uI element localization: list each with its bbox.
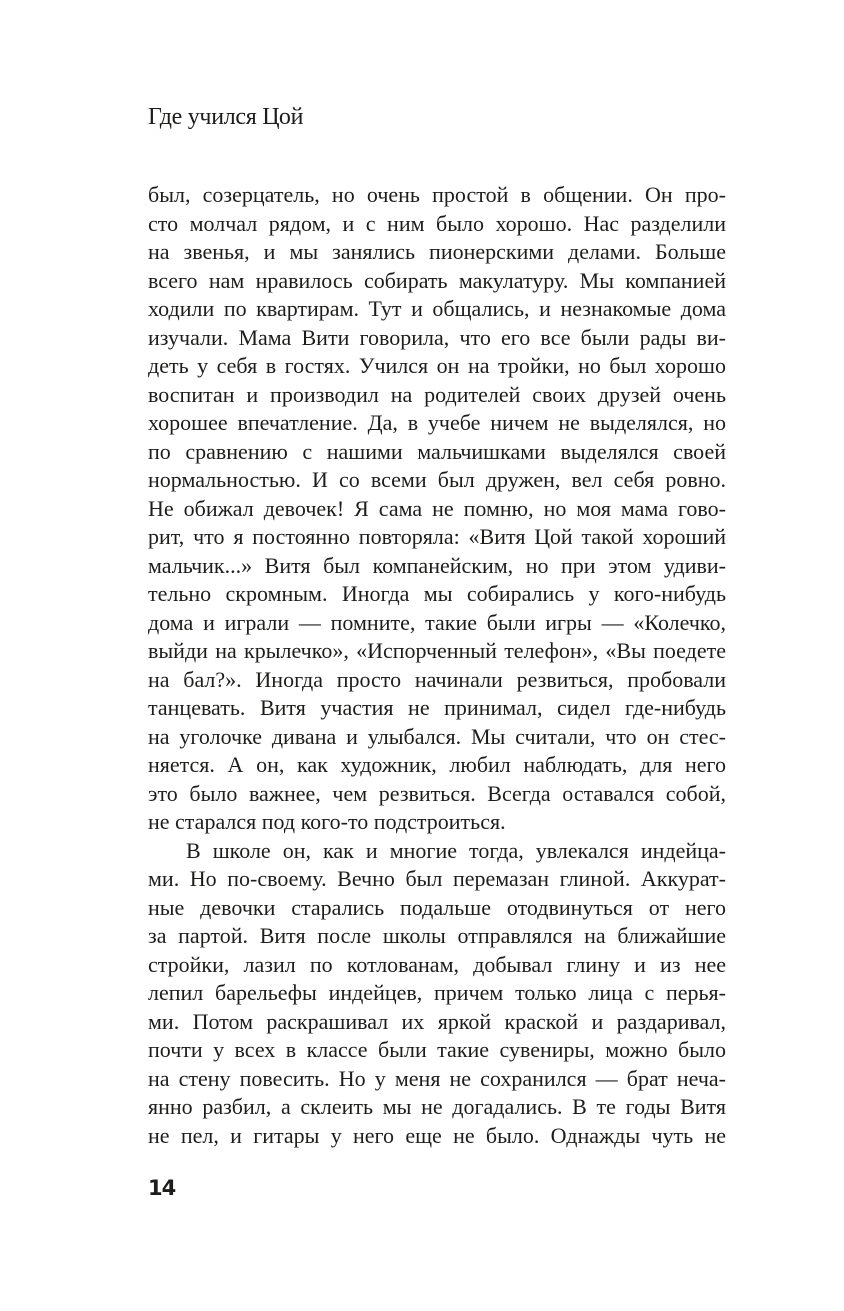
- text-line: ми. Потом раскрашивал их яркой краской и раздаривал,: [148, 1008, 726, 1034]
- text-line: танцевать. Витя участия не принимал, сидел где-нибудь: [148, 695, 726, 720]
- text-line: сто молчал рядом, и с ним было хорошо. Нас разделили: [148, 210, 726, 236]
- text-line: изучали. Мама Вити говорила, что его все были рады ви-: [148, 324, 726, 350]
- text-line: на бал?». Иногда просто начинали резвиться, пробовали: [148, 666, 726, 692]
- text-line: дома и играли — помните, такие были игры — «Колечко,: [148, 609, 726, 635]
- text-line: почти у всех в классе были такие сувениры, можно было: [148, 1037, 726, 1062]
- text-line: ходили по квартирам. Тут и общались, и незнакомые дома: [148, 296, 726, 321]
- text-line: тельно скромным. Иногда мы собирались у кого-нибудь: [148, 581, 726, 606]
- text-line: за партой. Витя после школы отправлялся на ближайшие: [148, 923, 726, 948]
- text-line: на уголочке дивана и улыбался. Мы считали, что он стес-: [148, 723, 726, 749]
- text-line: выйди на крылечко», «Испорченный телефон», «Вы поедете: [148, 638, 726, 663]
- text-line: на звенья, и мы занялись пионерскими делами. Больше: [148, 239, 726, 264]
- text-line: В школе он, как и многие тогда, увлекался индейца-: [186, 837, 726, 863]
- text-line: деть у себя в гостях. Учился он на тройки, но был хорошо: [148, 353, 726, 378]
- text-line: мальчик...» Витя был компанейским, но при этом удиви-: [148, 552, 726, 578]
- text-line: рит, что я постоянно повторяла: «Витя Цой такой хороший: [148, 524, 726, 549]
- running-header: Где учился Цой: [148, 104, 304, 130]
- text-line: на стену повесить. Но у меня не сохранился — брат неча-: [148, 1065, 726, 1091]
- text-line: нормальностью. И со всеми был дружен, вел себя ровно.: [148, 467, 726, 492]
- text-line: хорошее впечатление. Да, в учебе ничем не выделялся, но: [148, 410, 726, 435]
- text-line: был, созерцатель, но очень простой в общении. Он про-: [148, 182, 726, 207]
- text-line: янно разбил, а склеить мы не догадались. В те годы Витя: [148, 1094, 726, 1119]
- text-line: воспитан и производил на родителей своих друзей очень: [148, 381, 726, 407]
- text-line: лепил барельефы индейцев, причем только лица с перья-: [148, 980, 726, 1005]
- text-line: няется. А он, как художник, любил наблюдать, для него: [148, 752, 726, 777]
- text-line: стройки, лазил по котлованам, добывал глину и из нее: [148, 951, 726, 977]
- text-line: ные девочки старались подальше отодвинуться от него: [148, 894, 726, 920]
- text-line: не пел, и гитары у него еще не было. Однажды чуть не: [148, 1122, 726, 1148]
- text-line: по сравнению с нашими мальчишками выделялся своей: [148, 438, 726, 464]
- body-text: [148, 181, 726, 1150]
- text-line: Не обижал девочек! Я сама не помню, но моя мама гово-: [148, 495, 726, 521]
- text-line: всего нам нравилось собирать макулатуру. Мы компанией: [148, 267, 726, 293]
- text-line: не старался под кого-то подстроиться.: [148, 809, 506, 834]
- text-line: это было важнее, чем резвиться. Всегда оставался собой,: [148, 780, 726, 806]
- text-line: ми. Но по-своему. Вечно был перемазан глиной. Аккурат-: [148, 866, 726, 891]
- page-number: 14: [148, 1176, 176, 1200]
